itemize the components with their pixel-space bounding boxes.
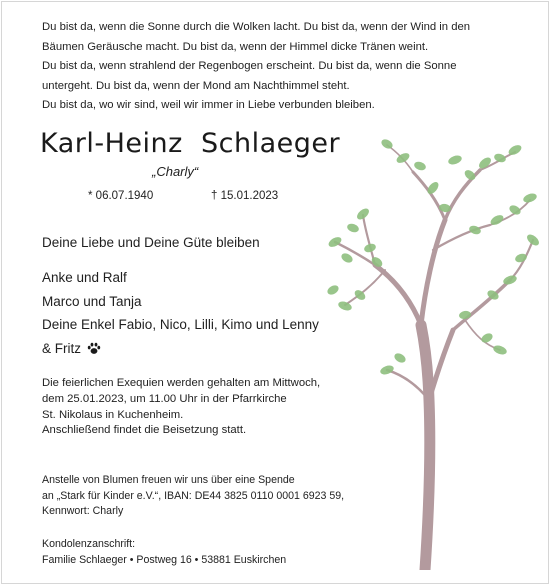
mourner-pet: & Fritz [42, 340, 81, 356]
poem-line: untergeht. Du bist da, wenn der Mond am Nachthimmel steht. [42, 79, 350, 92]
mourner-line: Marco und Tanja [42, 293, 142, 309]
poem-line: Du bist da, wo wir sind, weil wir immer in Liebe verbunden bleiben. [42, 99, 375, 112]
mourners-lead: Deine Liebe und Deine Güte bleiben [42, 235, 260, 250]
poem [42, 18, 522, 116]
donation-info [42, 473, 344, 520]
poem-line: Du bist da, wenn die Sonne durch die Wolken lacht. Du bist da, wenn der Wind in den [42, 21, 471, 33]
service-line: St. Nikolaus in Kuchenheim. [42, 408, 184, 421]
service-line: dem 25.01.2023, um 11.00 Uhr in der Pfarrkirche [42, 392, 287, 405]
deceased-nickname: „Charly“ [152, 164, 199, 179]
birth-date: * 06.07.1940 [88, 190, 154, 202]
service-line: Die feierlichen Exequien werden gehalten am Mittwoch, [42, 377, 321, 389]
donation-line: Anstelle von Blumen freuen wir uns über eine Spende [42, 474, 295, 486]
tree-illustration [325, 130, 550, 570]
mourner-line-last [42, 337, 319, 361]
poem-line: Bäumen Geräusche macht. Du bist da, wenn der Himmel dicke Tränen weint. [42, 40, 429, 53]
mourners-list [42, 266, 319, 360]
death-date: † 15.01.2023 [211, 190, 279, 202]
condolence-label: Kondolenzanschrift: [42, 538, 136, 550]
donation-line: an „Stark für Kinder e.V.“, IBAN: DE44 3825 0110 0001 6923 59, [42, 489, 345, 502]
poem-line: Du bist da, wenn strahlend der Regenbogen erscheint. Du bist da, wenn die Sonne [42, 60, 457, 73]
mourner-line: Deine Enkel Fabio, Nico, Lilli, Kimo und Lenny [42, 317, 319, 333]
condolence-line: Familie Schlaeger • Postweg 16 • 53881 Euskirchen [42, 554, 287, 567]
condolence-address [42, 536, 286, 568]
deceased-name: Karl-Heinz Schlaeger [40, 128, 341, 159]
paw-icon [87, 342, 101, 355]
service-info [42, 376, 320, 439]
donation-line: Kennwort: Charly [42, 505, 124, 518]
service-line: Anschließend findet die Beisetzung statt. [42, 424, 247, 437]
mourner-line: Anke und Ralf [42, 270, 127, 285]
